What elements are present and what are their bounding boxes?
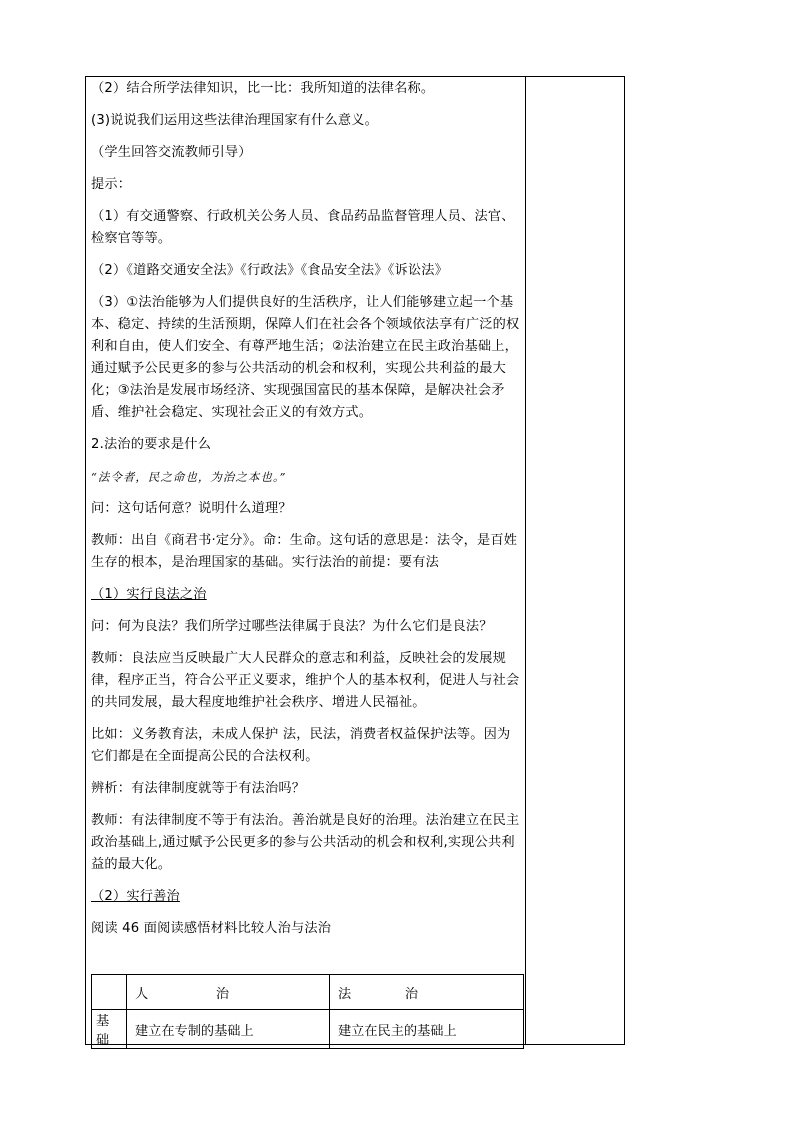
table-cell: [92, 975, 127, 1010]
paragraph: （3）①法治能够为人们提供良好的生活秩序，让人们能够建立起一个基本、稳定、持续的生活预期，保障人们在社会各个领域依法享有广泛的权利和自由，使人们安全、有尊严地生活；②法治建立在民主政治基础上，通过赋予公民更多的参与公共活动的机会和权利，实现公共利益的最大化；③法治是发展市场经济、实现强国富民的基本保障，是解决社会矛盾、维护社会稳定、实现社会正义的有效方式。: [91, 295, 520, 420]
paragraph: (3)说说我们运用这些法律治理国家有什么意义。: [91, 113, 379, 128]
paragraph: 教师：出自《商君书·定分》。命：生命。这句话的意思是：法令，是百姓生存的根本，是治理国家的基础。实行法治的前提：要有法: [91, 533, 518, 570]
table-header-row: [92, 975, 524, 1010]
paragraph: （2）《道路交通安全法》《行政法》《食品安全法》《诉讼法》: [91, 263, 449, 278]
paragraph: （1）有交通警察、行政机关公务人员、食品药品监督管理人员、法官、检察官等等。: [91, 209, 515, 246]
paragraph: 教师：有法律制度不等于有法治。善治就是良好的治理。法治建立在民主政治基础上,通过赋予公民更多的参与公共活动的机会和权利,实现公共利益的最大化。: [91, 813, 520, 872]
table-cell: 建立在专制的基础上: [127, 1010, 330, 1049]
subheading: （2）实行善治: [91, 889, 180, 904]
notes-column-divider: [525, 76, 526, 1045]
header-char: 治: [215, 986, 229, 1002]
paragraph: 问：何为良法？我们所学过哪些法律属于良法？为什么它们是良法？: [91, 619, 493, 634]
comparison-table: [91, 974, 524, 1049]
header-fazhi: [338, 983, 418, 1002]
paragraph: 教师：良法应当反映最广大人民群众的意志和利益，反映社会的发展规律，程序正当，符合公平正义要求，维护个人的基本权利，促进人与社会的共同发展，最大程度地维护社会秩序、增进人民福祉。: [91, 651, 520, 710]
header-renzhi: [135, 983, 229, 1002]
header-char: 人: [135, 986, 149, 1002]
section-heading: 2.法治的要求是什么: [91, 437, 212, 452]
paragraph: （学生回答交流教师引导）: [91, 145, 252, 160]
table-cell: 建立在民主的基础上: [330, 1010, 524, 1049]
table-header-cell: [330, 975, 524, 1010]
paragraph: 阅读 46 面阅读感悟材料比较人治与法治: [91, 921, 332, 936]
header-char: 法: [338, 986, 352, 1002]
paragraph: 辨析：有法律制度就等于有法治吗？: [91, 781, 306, 796]
quote: “法令者，民之命也，为治之本也。”: [91, 470, 287, 484]
paragraph: 提示：: [91, 177, 132, 192]
paragraph: （2）结合所学法律知识，比一比：我所知道的法律名称。: [91, 81, 435, 96]
subheading: （1）实行良法之治: [91, 587, 207, 602]
paragraph: 比如：义务教育法，未成人保护 法，民法，消费者权益保护法等。因为它们都是在全面提高公民的合法权利。: [91, 727, 511, 764]
table-row: [92, 1010, 524, 1049]
table-header-cell: [127, 975, 330, 1010]
header-char: 治: [404, 986, 418, 1002]
paragraph: 问：这句话何意？说明什么道理？: [91, 501, 292, 516]
lesson-content: [91, 78, 521, 950]
row-label: 基础: [92, 1010, 127, 1049]
